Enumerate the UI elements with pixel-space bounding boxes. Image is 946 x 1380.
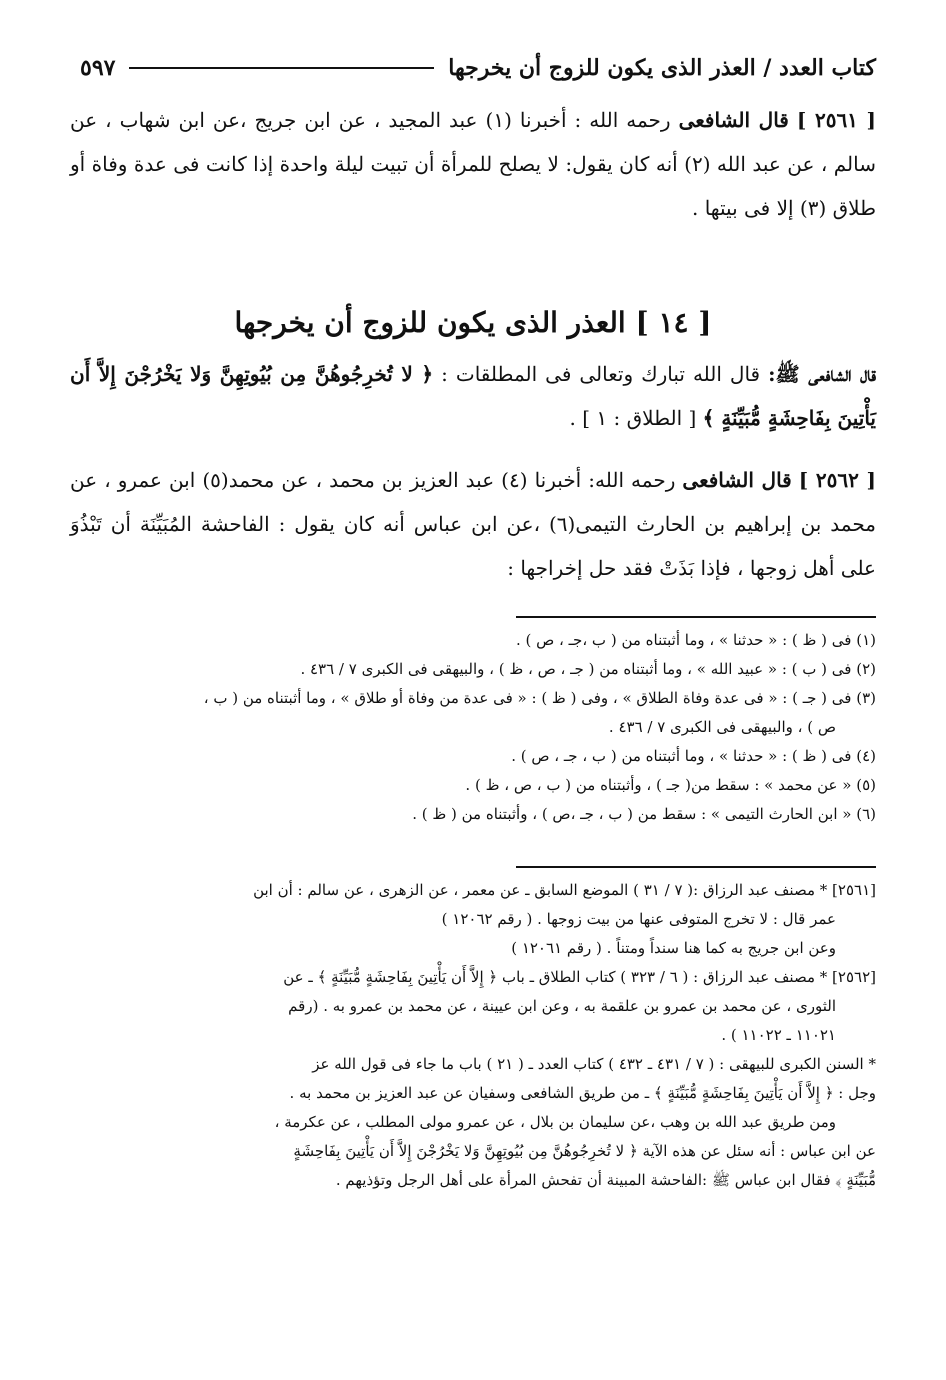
reference-line: وجل : ﴿ إِلاَّ أَن يَأْتِينَ بِفَاحِشَةٍ مُّبَيِّنَةٍ ﴾ ـ من طريق الشافعى وسفيان عن عبد العزيز بن محمد به . — [289, 1084, 876, 1102]
footnote: (٢) فى ( ب ) : « عبيد الله » ، وما أثبتناه من ( جـ ، ص ، ظ ) ، والبيهقى فى الكبرى ٧ / ٤٣٦ . — [300, 660, 876, 678]
page-number: ٥٩٧ — [80, 55, 116, 81]
paragraph-2561 — [70, 98, 876, 230]
reference-line: مُّبَيِّنَةٍ ﴾ فقال ابن عباس ﷺ :الفاحشة المبينة أن تفحش المرأة على أهل الرجل وتؤذيهم . — [335, 1171, 876, 1189]
hadith-text: رحمه الله: أخبرنا (٤) عبد العزيز بن محمد ، عن محمد(٥) ابن عمرو ، عن محمد بن إبراهيم بن الحارث التيمى(٦) ،عن ابن عباس أنه كان يقول : الفاحشة المُبَيِّنَة أن تَبْذُوَ على أهل زوجها ، فإذا بَذَتْ فقد حل إخراجها : — [70, 468, 876, 580]
reference-line: عن ابن عباس : أنه سئل عن هذه الآية ﴿ لا تُخرِجُوهُنَّ مِن بُيُوتِهِنَّ وَلا يَخْرُجْنَ إِلاَّ أَن يَأْتِينَ بِفَاحِشَةٍ — [293, 1142, 876, 1160]
speaker: قال الشافعى — [682, 468, 792, 492]
footnote: (٦) « ابن الحارث التيمى » : سقط من ( ب ، جـ ،ص ) ، وأثبتناه من ( ظ ) . — [412, 805, 876, 823]
paragraph-2562 — [70, 458, 876, 590]
footnotes — [70, 626, 876, 829]
reference-line: [٢٥٦٢] * مصنف عبد الرزاق : ( ٦ / ٣٢٣ ) كتاب الطلاق ـ باب ﴿ إِلاَّ أَن يَأْتِينَ بِفَاحِشَةٍ مُّبَيِّنَةٍ ﴾ ـ عن — [283, 968, 876, 986]
paragraph-quran — [70, 352, 876, 440]
running-header — [80, 48, 876, 88]
reference-line: ومن طريق عبد الله بن وهب ،عن سليمان بن بلال ، عن عمرو مولى المطلب ، عن عكرمة ، — [274, 1113, 836, 1131]
hadith-number: [ ٢٥٦٢ ] — [798, 468, 876, 492]
footnote-divider — [516, 616, 876, 618]
reference-line: وعن ابن جريج به كما هنا سنداً ومتناً . ( رقم ١٢٠٦١ ) — [511, 939, 836, 957]
quran-verse: ﴿ لا تُخرِجُوهُنَّ مِن بُيُوتِهِنَّ وَلا يَخْرُجْنَ إِلاَّ أَن يَأْتِينَ بِفَاحِشَةٍ مُّبَيِّنَةٍ ﴾ — [70, 362, 876, 430]
header-rule — [129, 67, 434, 69]
speaker: قال الشافعى ﷺ: — [768, 362, 877, 386]
references-divider — [516, 866, 876, 868]
verse-reference: [ الطلاق : ١ ] . — [569, 406, 697, 430]
footnote: (٥) « عن محمد » : سقط من( جـ ) ، وأثبتناه من ( ب ، ص ، ظ ) . — [465, 776, 876, 794]
footnote: (٣) فى ( جـ ) : « فى عدة وفاة الطلاق » ، وفى ( ظ ) : « فى عدة من وفاة أو طلاق » ، وما أثبتناه من ( ب ، — [203, 689, 876, 707]
reference-line: * السنن الكبرى للبيهقى : ( ٧ / ٤٣١ ـ ٤٣٢ ) كتاب العدد ـ ( ٢١ ) باب ما جاء فى قول الله عز — [312, 1055, 876, 1073]
footnote: (٤) فى ( ظ ) : « حدثنا » ، وما أثبتناه من ( ب ، جـ ، ص ) . — [511, 747, 876, 765]
hadith-text: رحمه الله : أخبرنا (١) عبد المجيد ، عن ابن جريج ،عن ابن شهاب ، عن سالم ، عن عبد الله (٢) أنه كان يقول: لا يصلح للمرأة أن تبيت ليلة واحدة إذا كانت فى عدة وفاة أو طلاق (٣) إلا فى بيتها . — [70, 108, 876, 220]
intro-text: قال الله تبارك وتعالى فى المطلقات : — [441, 362, 761, 386]
reference-line: عمر قال : لا تخرج المتوفى عنها من بيت زوجها . ( رقم ١٢٠٦٢ ) — [441, 910, 836, 928]
hadith-number: [ ٢٥٦١ ] — [796, 108, 876, 132]
footnote: (١) فى ( ظ ) : « حدثنا » ، وما أثبتناه من ( ب ،جـ ، ص ) . — [515, 631, 876, 649]
source-references — [70, 876, 876, 1195]
reference-line: [٢٥٦١] * مصنف عبد الرزاق :( ٧ / ٣١ ) الموضع السابق ـ عن معمر ، عن الزهرى ، عن سالم : أن ابن — [253, 881, 876, 899]
header-title: كتاب العدد / العذر الذى يكون للزوج أن يخرجها — [448, 55, 876, 81]
speaker: قال الشافعى — [678, 108, 789, 132]
reference-line: الثورى ، عن محمد بن عمرو بن علقمة به ، وعن ابن عيينة ، عن محمد بن عمرو به . (رقم — [288, 997, 836, 1015]
footnote-continuation: ص ) ، والبيهقى فى الكبرى ٧ / ٤٣٦ . — [608, 718, 836, 736]
reference-line: ١١٠٢١ ـ ١١٠٢٢ ) . — [721, 1026, 836, 1044]
section-title: [ ١٤ ] العذر الذى يكون للزوج أن يخرجها — [234, 306, 712, 339]
